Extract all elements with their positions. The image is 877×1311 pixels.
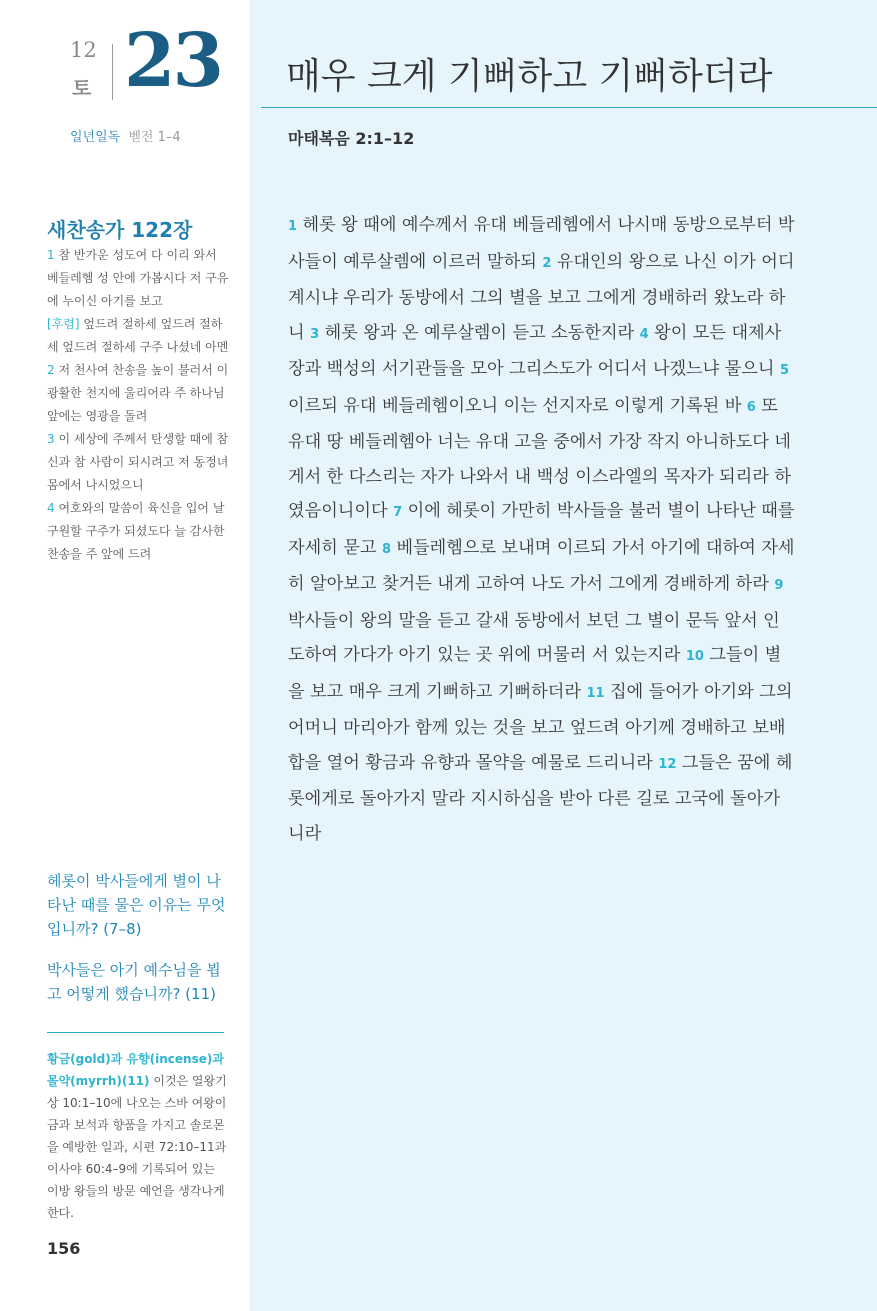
verse-number: 1 <box>288 219 298 234</box>
verse-number: 10 <box>685 649 704 664</box>
verse-text: 이에 헤롯이 가만히 박사들을 불러 별이 나타난 때를 자세히 묻고 <box>288 501 795 558</box>
hymn-verse-number: 2 <box>47 363 55 377</box>
verse-text: 유대인의 왕으로 나신 이가 어디 계시냐 우리가 동방에서 그의 별을 보고 그에게 경배하러 왔노라 하니 <box>288 251 795 343</box>
verse-text: 베들레헴으로 보내며 이르되 가서 아기에 대하여 자세히 알아보고 찾거든 내게 고하여 나도 가서 그에게 경배하게 하라 <box>288 537 795 594</box>
main-content <box>250 0 877 1311</box>
verse-text: 또 유대 땅 베들레헴아 너는 유대 고을 중에서 가장 작지 아니하도다 네게서 한 다스리는 자가 나와서 내 백성 이스라엘의 목자가 되리라 하였음이니이다 <box>288 395 791 521</box>
sidebar-divider <box>47 1032 224 1033</box>
hymn-verse-number: 4 <box>47 501 55 515</box>
page-number: 156 <box>47 1239 81 1258</box>
verse-number: 2 <box>542 255 552 271</box>
verse-text: 박사들이 왕의 말을 듣고 갈새 동방에서 보던 그 별이 문득 앞서 인도하여 가다가 아기 있는 곳 위에 머물러 서 있는지라 <box>288 610 780 665</box>
date-day: 23 <box>124 18 221 104</box>
reflection-question: 박사들은 아기 예수님을 뵙고 어떻게 했습니까? (11) <box>47 961 221 1003</box>
study-note <box>47 1048 229 1224</box>
hymn-verse-number: 1 <box>47 248 55 262</box>
verse-number: 3 <box>310 326 320 342</box>
verse-number: 11 <box>586 685 605 701</box>
date-month: 12 <box>70 38 97 62</box>
study-note-text: 이것은 열왕기상 10:1–10에 나오는 스바 여왕이 금과 보석과 향품을 가지고 솔로몬을 예방한 일과, 시편 72:10–11과 이사야 60:4–9에 기록되어 있는 이방 왕들의 방문 예언을 생각나게 한다. <box>47 1074 227 1220</box>
verse-number: 8 <box>381 541 391 557</box>
sidebar <box>0 0 250 1311</box>
verse-text: 헤롯 왕과 온 예루살렘이 듣고 소동한지라 <box>319 322 640 343</box>
yearly-reading-label: 일년일독 <box>70 130 121 145</box>
verse-number: 9 <box>774 578 784 593</box>
hymn-verse-text: 참 반가운 성도여 다 이리 와서 베들레헴 성 안에 가봅시다 저 구유에 누이신 아기를 보고 <box>47 248 229 308</box>
hymn-verse-text: 이 세상에 주께서 탄생할 때에 참신과 참 사람이 되시려고 저 동정녀 몸에서 나시었으니 <box>47 432 229 492</box>
verse-text: 왕이 모든 대제사장과 백성의 서기관들을 모아 그리스도가 어디서 나겠느냐 물으니 <box>288 322 782 379</box>
verse-number: 12 <box>658 756 677 772</box>
verse-text: 그들이 별을 보고 매우 크게 기뻐하고 기뻐하더라 <box>288 645 782 702</box>
hymn-chorus-label: [후렴] <box>47 317 80 331</box>
verse-number: 4 <box>639 326 649 342</box>
verse-text: 그들은 꿈에 헤롯에게로 돌아가지 말라 지시하심을 받아 다른 길로 고국에 돌아가니라 <box>288 752 793 844</box>
verse-number: 6 <box>746 399 756 415</box>
verse-number: 5 <box>780 363 790 378</box>
date-divider <box>112 44 113 100</box>
verse-text: 헤롯 왕 때에 예수께서 유대 베들레헴에서 나시매 동방으로부터 박사들이 예루살렘에 이르러 말하되 <box>288 215 795 272</box>
yearly-reading-reference: 벧전 1–4 <box>128 130 181 145</box>
hymn-verse-text: 여호와의 말씀이 육신을 입어 날 구원할 구주가 되셨도다 늘 감사한 찬송을 주 앞에 드려 <box>47 501 225 561</box>
verse-number: 7 <box>393 505 403 520</box>
date-weekday: 토 <box>72 76 92 100</box>
date-block <box>64 18 234 108</box>
passage-reference: 마태복음 2:1–12 <box>288 129 415 148</box>
hymn-lyrics <box>47 244 229 566</box>
hymn-verse-text: 저 천사여 찬송을 높이 불러서 이 광활한 천지에 울리어라 주 하나님 앞에는 영광을 돌려 <box>47 363 229 423</box>
hymn-title: 새찬송가 122장 <box>47 218 193 242</box>
study-note-term: 황금(gold)과 유향(incense)과 몰약(myrrh)(11) <box>47 1052 224 1088</box>
page-title: 매우 크게 기뻐하고 기뻐하더라 <box>286 56 773 97</box>
yearly-reading <box>70 126 181 145</box>
verse-text: 집에 들어가 아기와 그의 어머니 마리아가 함께 있는 것을 보고 엎드려 아기께 경배하고 보배합을 열어 황금과 유향과 몰약을 예물로 드리니라 <box>288 681 793 773</box>
scripture-text <box>288 208 796 851</box>
title-divider <box>261 107 877 108</box>
hymn-chorus-text: 엎드려 절하세 엎드려 절하세 엎드려 절하세 구주 나셨네 아멘 <box>47 317 229 354</box>
verse-text: 이르되 유대 베들레헴이오니 이는 선지자로 이렇게 기록된 바 <box>288 395 747 416</box>
reflection-question: 헤롯이 박사들에게 별이 나타난 때를 물은 이유는 무엇입니까? (7–8) <box>47 872 226 938</box>
hymn-verse-number: 3 <box>47 432 55 446</box>
